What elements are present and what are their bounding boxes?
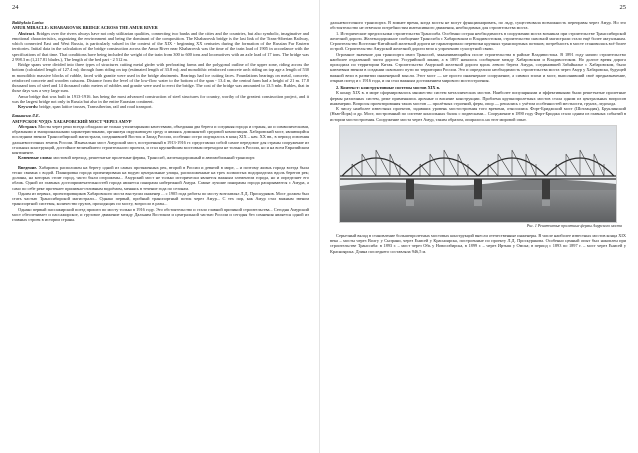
introduction-text: Хабаровск расположен на берегу одной из самых протяженных рек, второй в России и девятой в мире, – и поэтому жизнь города всегда была тесно связана с водой. Планировка города ориентирована на водую центральные улицы, расположенные на трех холмистых водоразделах вдоль берегов рек; долины, на которых стоит город, часто были огорожены... Амурский мост не только исторически является важным элементом города, но и определяет его облик. Одной из главных достопримечательностей города является панорама набережной Амура. Самые лучшие панорамы города раскрываются с Амура, а само по себе реке протекает приливно-отливным водоёмом, меняясь в течение года по сезонам. xyxy=(12,164,310,191)
russian-abstract xyxy=(12,124,309,156)
abstract-text: Мосты через реки всегда обладали не только утилитарными качествами, объединяя два берега и соединяя города и страны, но и символическими, образными и эмоциональными характеристиками, организуя окружающую среду и являясь доминантой средовой композиции. Хабаровский мост, являющийся последним звеном Транссибирской магистрали, соединившей Восток и Запад России, особенно остро ощущалось в конц XIX – нач. XX вв., в период освоения дальневосточных земель России. Изначально мост Амурский мост, построенный в 1913-1916 гг. представлял собой самое передовое для страны сооружение из стальных конструкций, достойное величайшего строительного проекта, и стал крупнейшим мостовым переходом не только в России, но и на всем Евразийском континенте. xyxy=(12,123,309,155)
right-page xyxy=(319,0,638,453)
figure-caption: Рис. 1 Решетчатые пролетные фермы Амурского моста xyxy=(526,223,622,228)
body-paragraph: К концу XIX в. в мире сформировалось множество систем металлических мостов. Наиболее популярными и эффективными были решетчатые пролетные фермы различных систем, реже применялись арочные и висячие конструкции. Проблема крупнопролетных мостов стала одним из центральных вопросов инженерии. Вопросы проектирования таких мостов — пролётных строений, ферм, опор — решались с учётом особенностей местности, грунта, ледохода. xyxy=(330,90,626,106)
keywords-label: Keywords: xyxy=(18,104,39,109)
body-paragraph: Серьезный вклад в становление большепролетных мостовых конструкций внесли отечественные инженеры. В числе наиболее известных мостов конца XIX века – мосты через Волгу у Сызрани, через Енисей у Красноярска, построенные по проекту Л.Д. Проскурякова. Особенно ценный опыт был накоплен при строительстве Транссиба: в 1893 г. – мост через Обь у Новосибирска, в 1899 г. – через Иртыш у Омска; в период с 1893 по 1897 г. – мост через Енисей у Красноярска. Длина последнего составляла 946,5 м. xyxy=(330,232,626,254)
bridge-photo xyxy=(339,125,617,223)
abstract-label: Абстракт. xyxy=(18,123,38,129)
introduction-label: Введение. xyxy=(18,164,38,170)
english-author: Bakhyksia Larisa xyxy=(12,20,44,25)
body-paragraph: Одним из первых, проектировщиков Хабаровского моста выступил инженер ... с 1905 года работы по мосту возглавлял Л.Д. Проскуряков. Мост должен был стать частью Транссибирской магистрали... Однако первый, пробный транспортный поток через Амур... С тех пор, как Амур стал важным звеном транспортной системы, количество грузов, проходящих по мосту, возросло в разы... xyxy=(12,190,309,207)
abstract-label: Abstract. xyxy=(18,30,36,36)
english-paragraph: Bridge spans were divided into three types of structures cutting metal girder with perforating farms and the polygonal outline of the upper zone, riding across the bottom (calculated length of 127.4 m); through farm riding on top (estimated length of 33.8 m); and monolithic reinforced concrete arch riding on top age a length of 530 m monolithic massive blocks of rubble, faced with granite were used in the bridge abutments. Bearings had ice cutting faces. Foundations bearings on metal, concrete, reinforced concrete and wooden caissons. Distance from the level of the low-flow water to the bottom of the span - 13.4 m, the central farm had a height of 21 m. 17.8 thousand tons of steel and 14 thousand cubic meters of rubbles and granite were used to erect the bridge. The cost of the bridge was amounted to 13.5 mln. Rubles, that in those days was a very large sum. xyxy=(12,62,309,94)
bridge-truss-illustration xyxy=(340,126,616,222)
russian-title: АМУРСКОЕ ЧУДО: ХАБАРОВСКИЙ МОСТ ЧЕРЕЗ АМУР xyxy=(12,118,132,124)
body-paragraph: 1. Исторические предпосылки строительства Транссиба. Особенно острая необходимость в сооружении моста возникла при строительстве Транссибирской железной дороги. Железнодорожное сообщение Транссиба с Хабаровском и Владивостоком, строительство сквозной магистрали стало ещё более актуальным. Строительство Восточно-Китайской железной дороги не гарантировало перевозки крупных транспортных потоков; потребность в мосте становилась всё более острой. Строительство Амурской железной дороги вело к упрочению сухопутной связи. xyxy=(330,30,626,52)
abstract-text: Bridges over the rivers always have not only utilitarian qualities, connecting two banks and the cities and the countries, but also symbolic, imaginative and emotional characteristics, organizing the environment and being the dominant of the composition. The Khabarovsk bridge is the last link of the Trans-Siberian Railway, which connected East and West Russia, is particularly valued in the context of the XIX - beginning XX centuries during the formation of the Russian Far Eastern territories. Initial data in the calculation of the bridge construction across the Amur River near Khabarovsk was the time of the train load of 1905 in accordance with the specifications of that time. That conditions have being included the weight of the train from 300 to 600 tons and locomotives with an axle load of 17 tons. The bridge was 2 998.3 m (1,217.81 blades.), The length of the bed part - 2 512 m. xyxy=(12,30,309,62)
section-heading: 2. Контекст: конструктивные системы мостов XIX в. xyxy=(336,85,441,90)
body-paragraph: дальневосточного транспорта. В зимнее время, когда мосты не могут функционировать, по льду, существовала возможность переправы через Амур. Но это обстоятельство не отвечало потребностям интенсивного движения, необходимых для строительства моста. xyxy=(330,20,626,31)
english-title: AMUR MIRACLE: KHABAROVSK BRIDGE ACROSS THE AMUR RIVER xyxy=(12,25,158,31)
english-abstract xyxy=(12,31,309,63)
body-paragraph: К числу наиболее известных проектов, задавших уровень мостостроения того времени, относились Форт-Бриджский мост (Шотландия), Бруклинский (Нью-Йорк) и др. Мост, построенный по системе консольных балок с подвесками... Сооружение в 1890 году Форт-Бриджа стало одним из главных событий в истории мостостроения. Сооружение моста через Амур, таким образом, опиралось на этот мировой опыт. xyxy=(330,106,626,122)
russian-author: Бакыксия Л.Е. xyxy=(12,113,40,119)
page-number: 25 xyxy=(619,4,626,11)
page-number: 24 xyxy=(12,4,19,11)
english-paragraph: Amur bridge that was built in 1913-1916. has being the most advanced construction of steel structures for country, worthy of the greatest construction project, and it was the largest bridge not only in Russia but also in the entire Eurasian continent. xyxy=(12,93,309,104)
body-paragraph: Однако первый пассажирский поезд прошел по мосту только в 1916 году. Это обстоятельство и стало главной причиной строительства... Сегодня Амурский мост обеспечивает и пассажирское, и грузовое движение между Дальним Востоком и центральной частью России и сегодня без сомнения является одной из главных строек в истории страны. xyxy=(12,206,309,222)
keywords-text: bridge, span lattice trusses, Transsiberian, rail and road transport. xyxy=(39,104,153,109)
introduction-paragraph xyxy=(12,165,309,191)
keywords-text: мостовой переход, решетчатые пролетные фермы, Транссиб, железнодорожный и автомобильный транспорт. xyxy=(53,155,256,161)
keywords-label: Ключевые слова: xyxy=(18,155,53,161)
body-paragraph: Огромное значение для транспорта имел Транссиб, заканчивающийся после строительства в районе Владивостока. В 1891 году начато строительство наиболее отдаленной части дороги: Уссурийской линии, а в 1897 началось сообщение между Хабаровском и Владивостоком. Но долгое время дорога проходила по территории Китая. Строительство Амурской железной дороги вдоль левого берега Амура, соединившей Забайкалье с Хабаровском, было ключевым звеном в создании сквозного пути по территории России. Это и определило необходимость строительства моста через Амур у Хабаровска, будущей важной вехи в развитии инженерной мысли. Этот мост — не просто инженерное сооружение, а символ эпохи и мост, выполнивший своё предназначение, открыв поезд и с 1916 года, и он стал важным достижением мирового мостостроения. xyxy=(330,51,626,83)
